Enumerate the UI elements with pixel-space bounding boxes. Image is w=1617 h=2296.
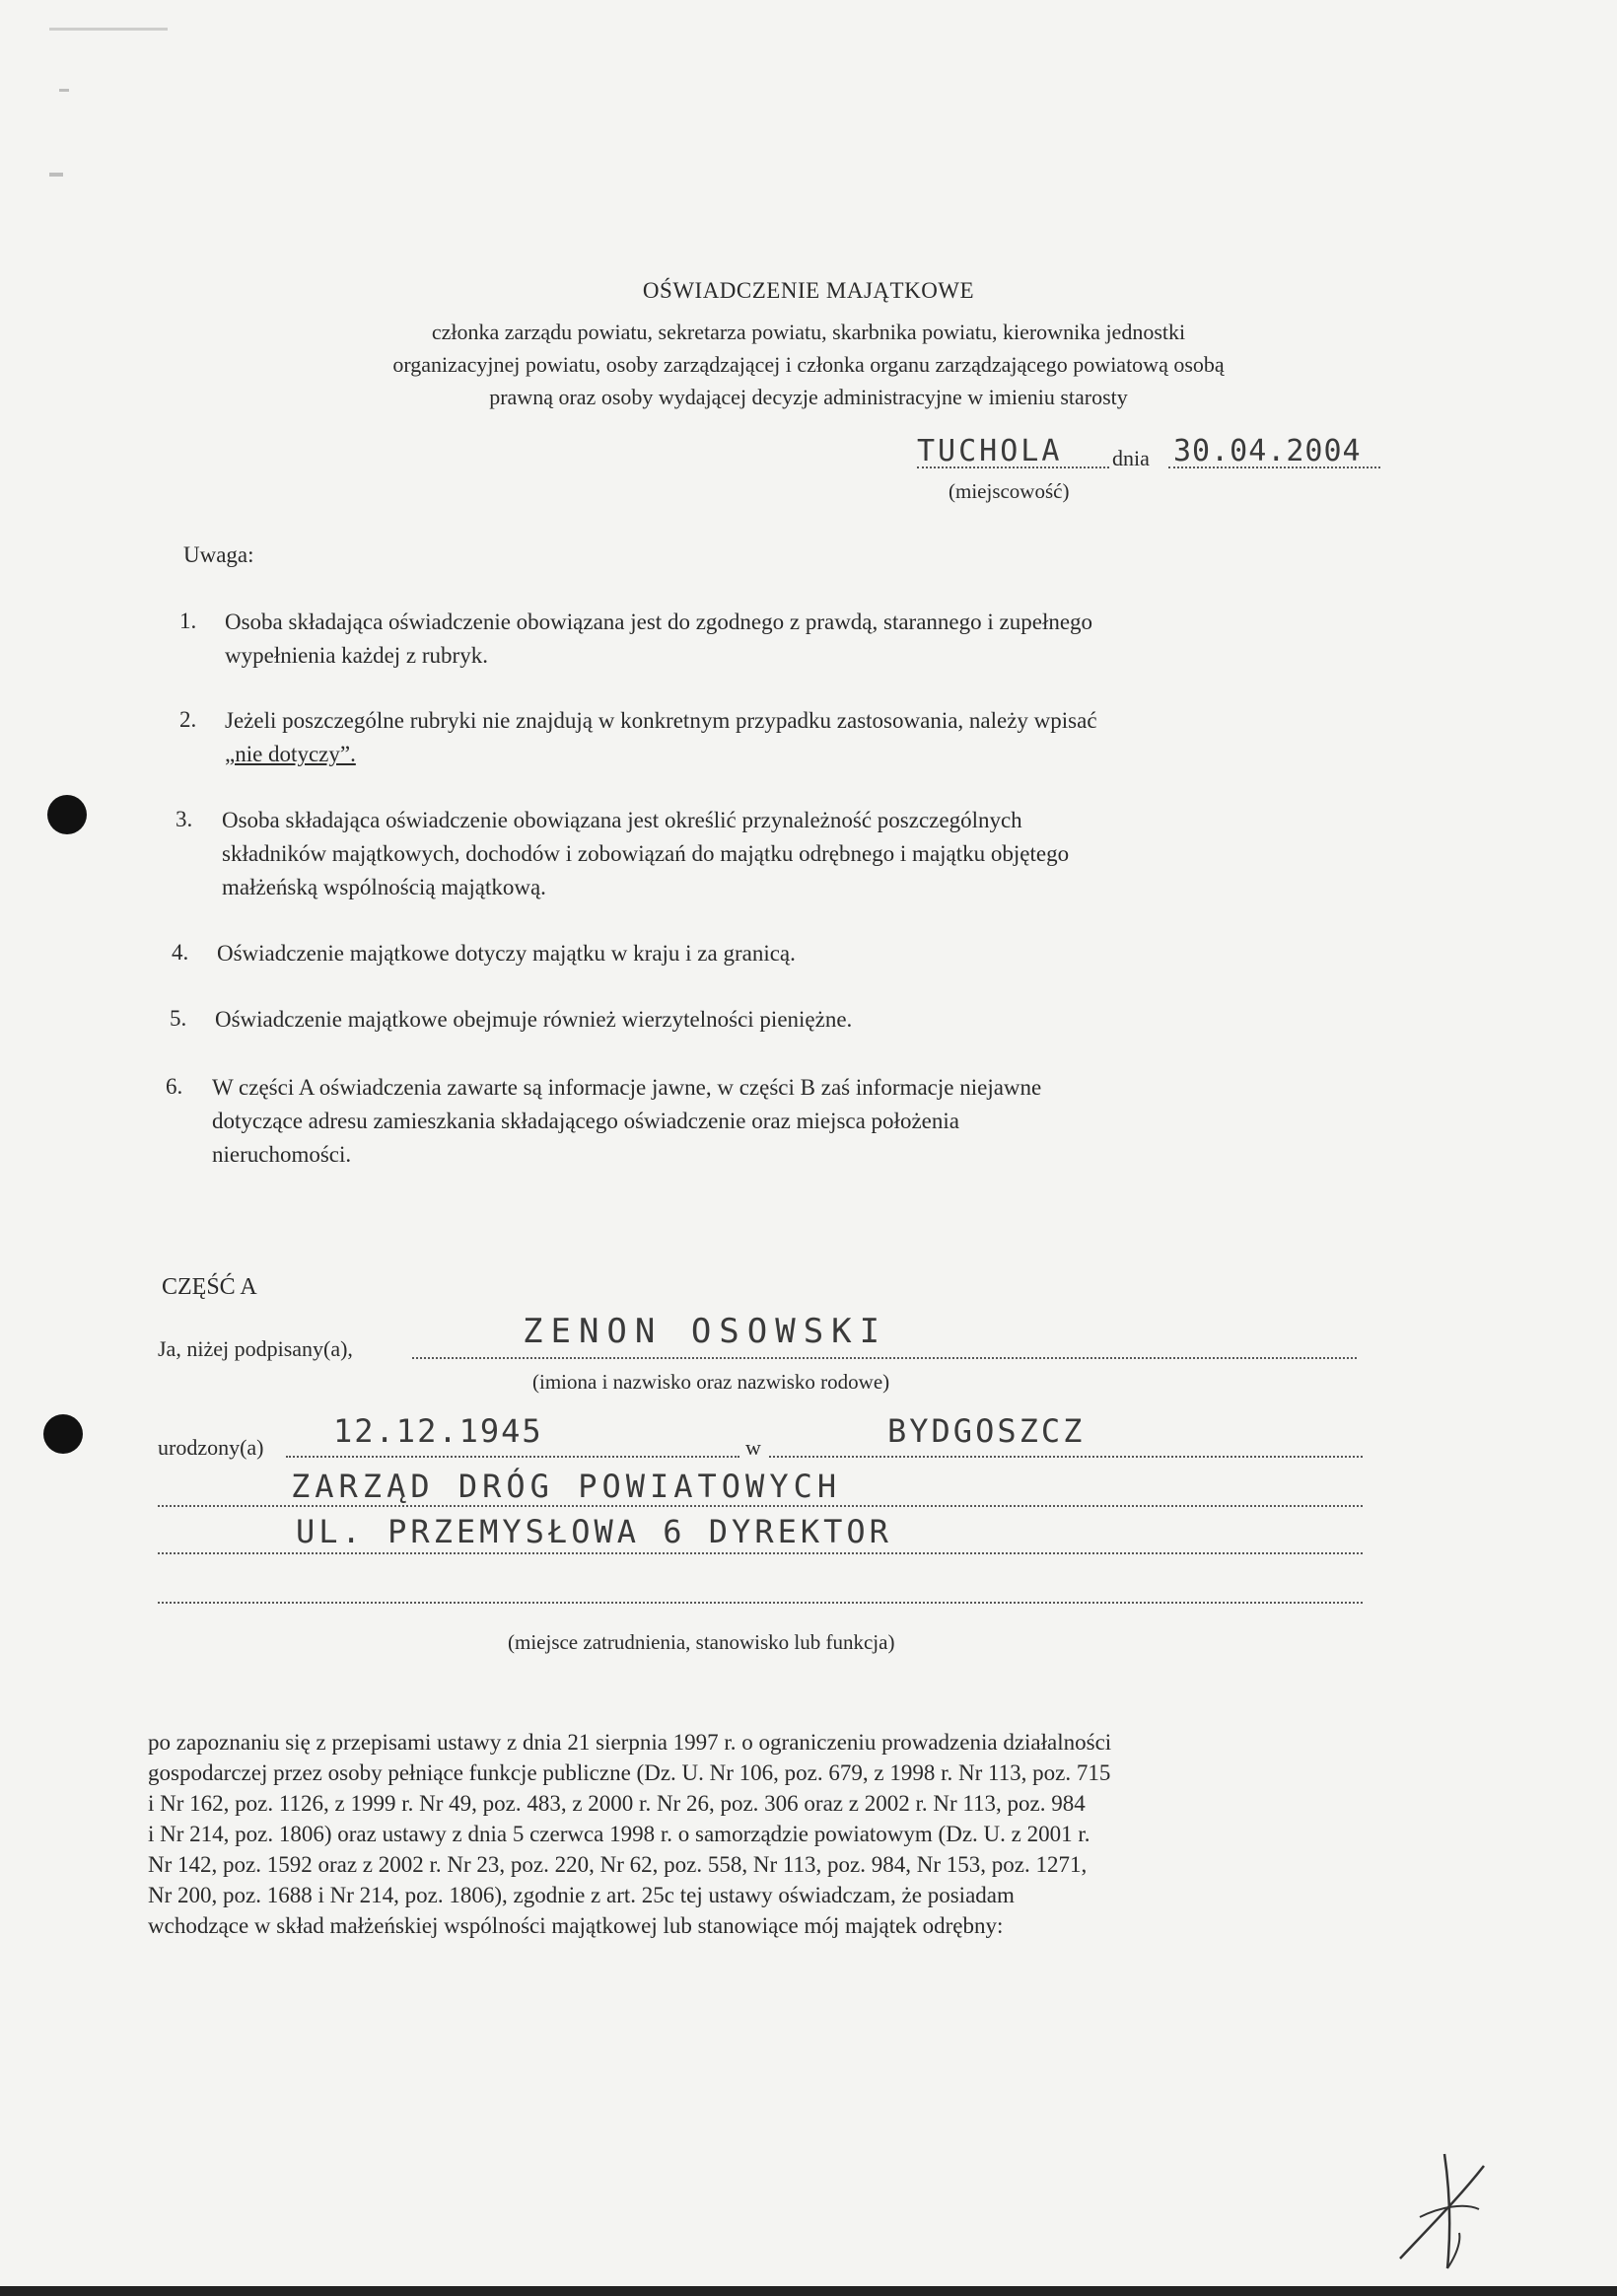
note-6-line-1: W części A oświadczenia zawarte są informacje jawne, w części B zaś informacje niejawne bbox=[212, 1075, 1042, 1100]
name-dotted-line bbox=[412, 1357, 1357, 1359]
name-caption: (imiona i nazwisko oraz nazwisko rodowe) bbox=[532, 1370, 890, 1394]
date-dotted-line bbox=[1168, 466, 1380, 468]
employment-caption: (miejsce zatrudnienia, stanowisko lub funkcja) bbox=[508, 1630, 895, 1654]
notes-heading: Uwaga: bbox=[183, 542, 254, 567]
legal-line-1: po zapoznaniu się z przepisami ustawy z dnia 21 sierpnia 1997 r. o ograniczeniu prowadzenia działalności bbox=[148, 1730, 1112, 1755]
note-3-line-1: Osoba składająca oświadczenie obowiązana jest określić przynależność poszczególnych bbox=[222, 808, 1022, 832]
legal-line-2: gospodarczej przez osoby pełniące funkcje publiczne (Dz. U. Nr 106, poz. 679, z 1998 r. Nr 113, poz. 715 bbox=[148, 1760, 1111, 1785]
date-label: dnia bbox=[1112, 446, 1150, 470]
scan-artifact bbox=[49, 173, 63, 177]
place-caption: (miejscowość) bbox=[949, 479, 1070, 503]
born-place-dotted-line bbox=[769, 1456, 1363, 1458]
note-number-2: 2. bbox=[179, 707, 197, 732]
legal-line-5: Nr 142, poz. 1592 oraz z 2002 r. Nr 23, poz. 220, Nr 62, poz. 558, Nr 113, poz. 984, Nr 153, poz. 1271, bbox=[148, 1852, 1088, 1877]
note-3-line-3: małżeńską wspólnością majątkową. bbox=[222, 875, 546, 899]
subtitle-line-2: organizacyjnej powiatu, osoby zarządzającej i członka organu zarządzającego powiatową osobą bbox=[392, 352, 1225, 377]
document-title: OŚWIADCZENIE MAJĄTKOWE bbox=[642, 278, 975, 303]
born-label: urodzony(a) bbox=[158, 1435, 264, 1460]
born-place-handwritten: BYDGOSZCZ bbox=[887, 1412, 1086, 1450]
note-number-3: 3. bbox=[176, 807, 193, 831]
date-handwritten: 30.04.2004 bbox=[1173, 434, 1362, 468]
signature-mark bbox=[1390, 2148, 1499, 2276]
name-handwritten: ZENON OSOWSKI bbox=[523, 1312, 888, 1351]
note-number-4: 4. bbox=[172, 940, 189, 965]
place-dotted-line bbox=[917, 466, 1109, 468]
note-number-1: 1. bbox=[179, 609, 197, 633]
note-number-5: 5. bbox=[170, 1006, 187, 1031]
scan-bottom-edge bbox=[0, 2286, 1617, 2296]
scan-artifact bbox=[49, 28, 168, 31]
note-6-line-3: nieruchomości. bbox=[212, 1142, 352, 1167]
name-label: Ja, niżej podpisany(a), bbox=[158, 1336, 353, 1361]
note-1-line-1: Osoba składająca oświadczenie obowiązana jest do zgodnego z prawdą, starannego i zupełnego bbox=[225, 610, 1093, 634]
legal-line-3: i Nr 162, poz. 1126, z 1999 r. Nr 49, poz. 483, z 2000 r. Nr 26, poz. 306 oraz z 2002 r. Nr 113, poz. 984 bbox=[148, 1791, 1086, 1816]
punch-hole-upper bbox=[47, 795, 87, 834]
place-handwritten: TUCHOLA bbox=[917, 434, 1063, 468]
legal-line-7: wchodzące w skład małżeńskiej wspólności majątkowej lub stanowiące mój majątek odrębny: bbox=[148, 1913, 1004, 1938]
scan-artifact bbox=[59, 89, 69, 92]
born-date-dotted-line bbox=[286, 1456, 739, 1458]
employment-dotted-line-3 bbox=[158, 1602, 1363, 1604]
subtitle-line-1: członka zarządu powiatu, sekretarza powiatu, skarbnika powiatu, kierownika jednostki bbox=[431, 320, 1186, 344]
employment-line-1-handwritten: ZARZĄD DRÓG POWIATOWYCH bbox=[291, 1468, 842, 1505]
note-1-line-2: wypełnienia każdej z rubryk. bbox=[225, 643, 488, 668]
born-in-label: w bbox=[745, 1435, 761, 1460]
note-4-line-1: Oświadczenie majątkowe dotyczy majątku w kraju i za granicą. bbox=[217, 941, 796, 966]
subtitle-line-3: prawną oraz osoby wydającej decyzje administracyjne w imieniu starosty bbox=[489, 385, 1128, 409]
legal-line-6: Nr 200, poz. 1688 i Nr 214, poz. 1806), zgodnie z art. 25c tej ustawy oświadczam, że posiadam bbox=[148, 1883, 1015, 1907]
note-number-6: 6. bbox=[166, 1074, 183, 1099]
note-5-line-1: Oświadczenie majątkowe obejmuje również wierzytelności pieniężne. bbox=[215, 1007, 853, 1032]
employment-dotted-line-1 bbox=[158, 1505, 1363, 1507]
employment-dotted-line-2 bbox=[158, 1552, 1363, 1554]
note-3-line-2: składników majątkowych, dochodów i zobowiązań do majątku odrębnego i majątku objętego bbox=[222, 841, 1070, 866]
note-2-line-2: „nie dotyczy”. bbox=[225, 742, 356, 766]
employment-line-2-handwritten: UL. PRZEMYSŁOWA 6 DYREKTOR bbox=[296, 1513, 892, 1550]
punch-hole-lower bbox=[43, 1414, 83, 1454]
legal-line-4: i Nr 214, poz. 1806) oraz ustawy z dnia 5 czerwca 1998 r. o samorządzie powiatowym (Dz. U. z 2001 r. bbox=[148, 1822, 1090, 1846]
born-date-handwritten: 12.12.1945 bbox=[333, 1412, 543, 1450]
part-a-heading: CZĘŚĆ A bbox=[162, 1274, 257, 1300]
note-6-line-2: dotyczące adresu zamieszkania składającego oświadczenie oraz miejsca położenia bbox=[212, 1109, 959, 1133]
note-2-line-1: Jeżeli poszczególne rubryki nie znajdują w konkretnym przypadku zastosowania, należy wpisać bbox=[225, 708, 1097, 733]
